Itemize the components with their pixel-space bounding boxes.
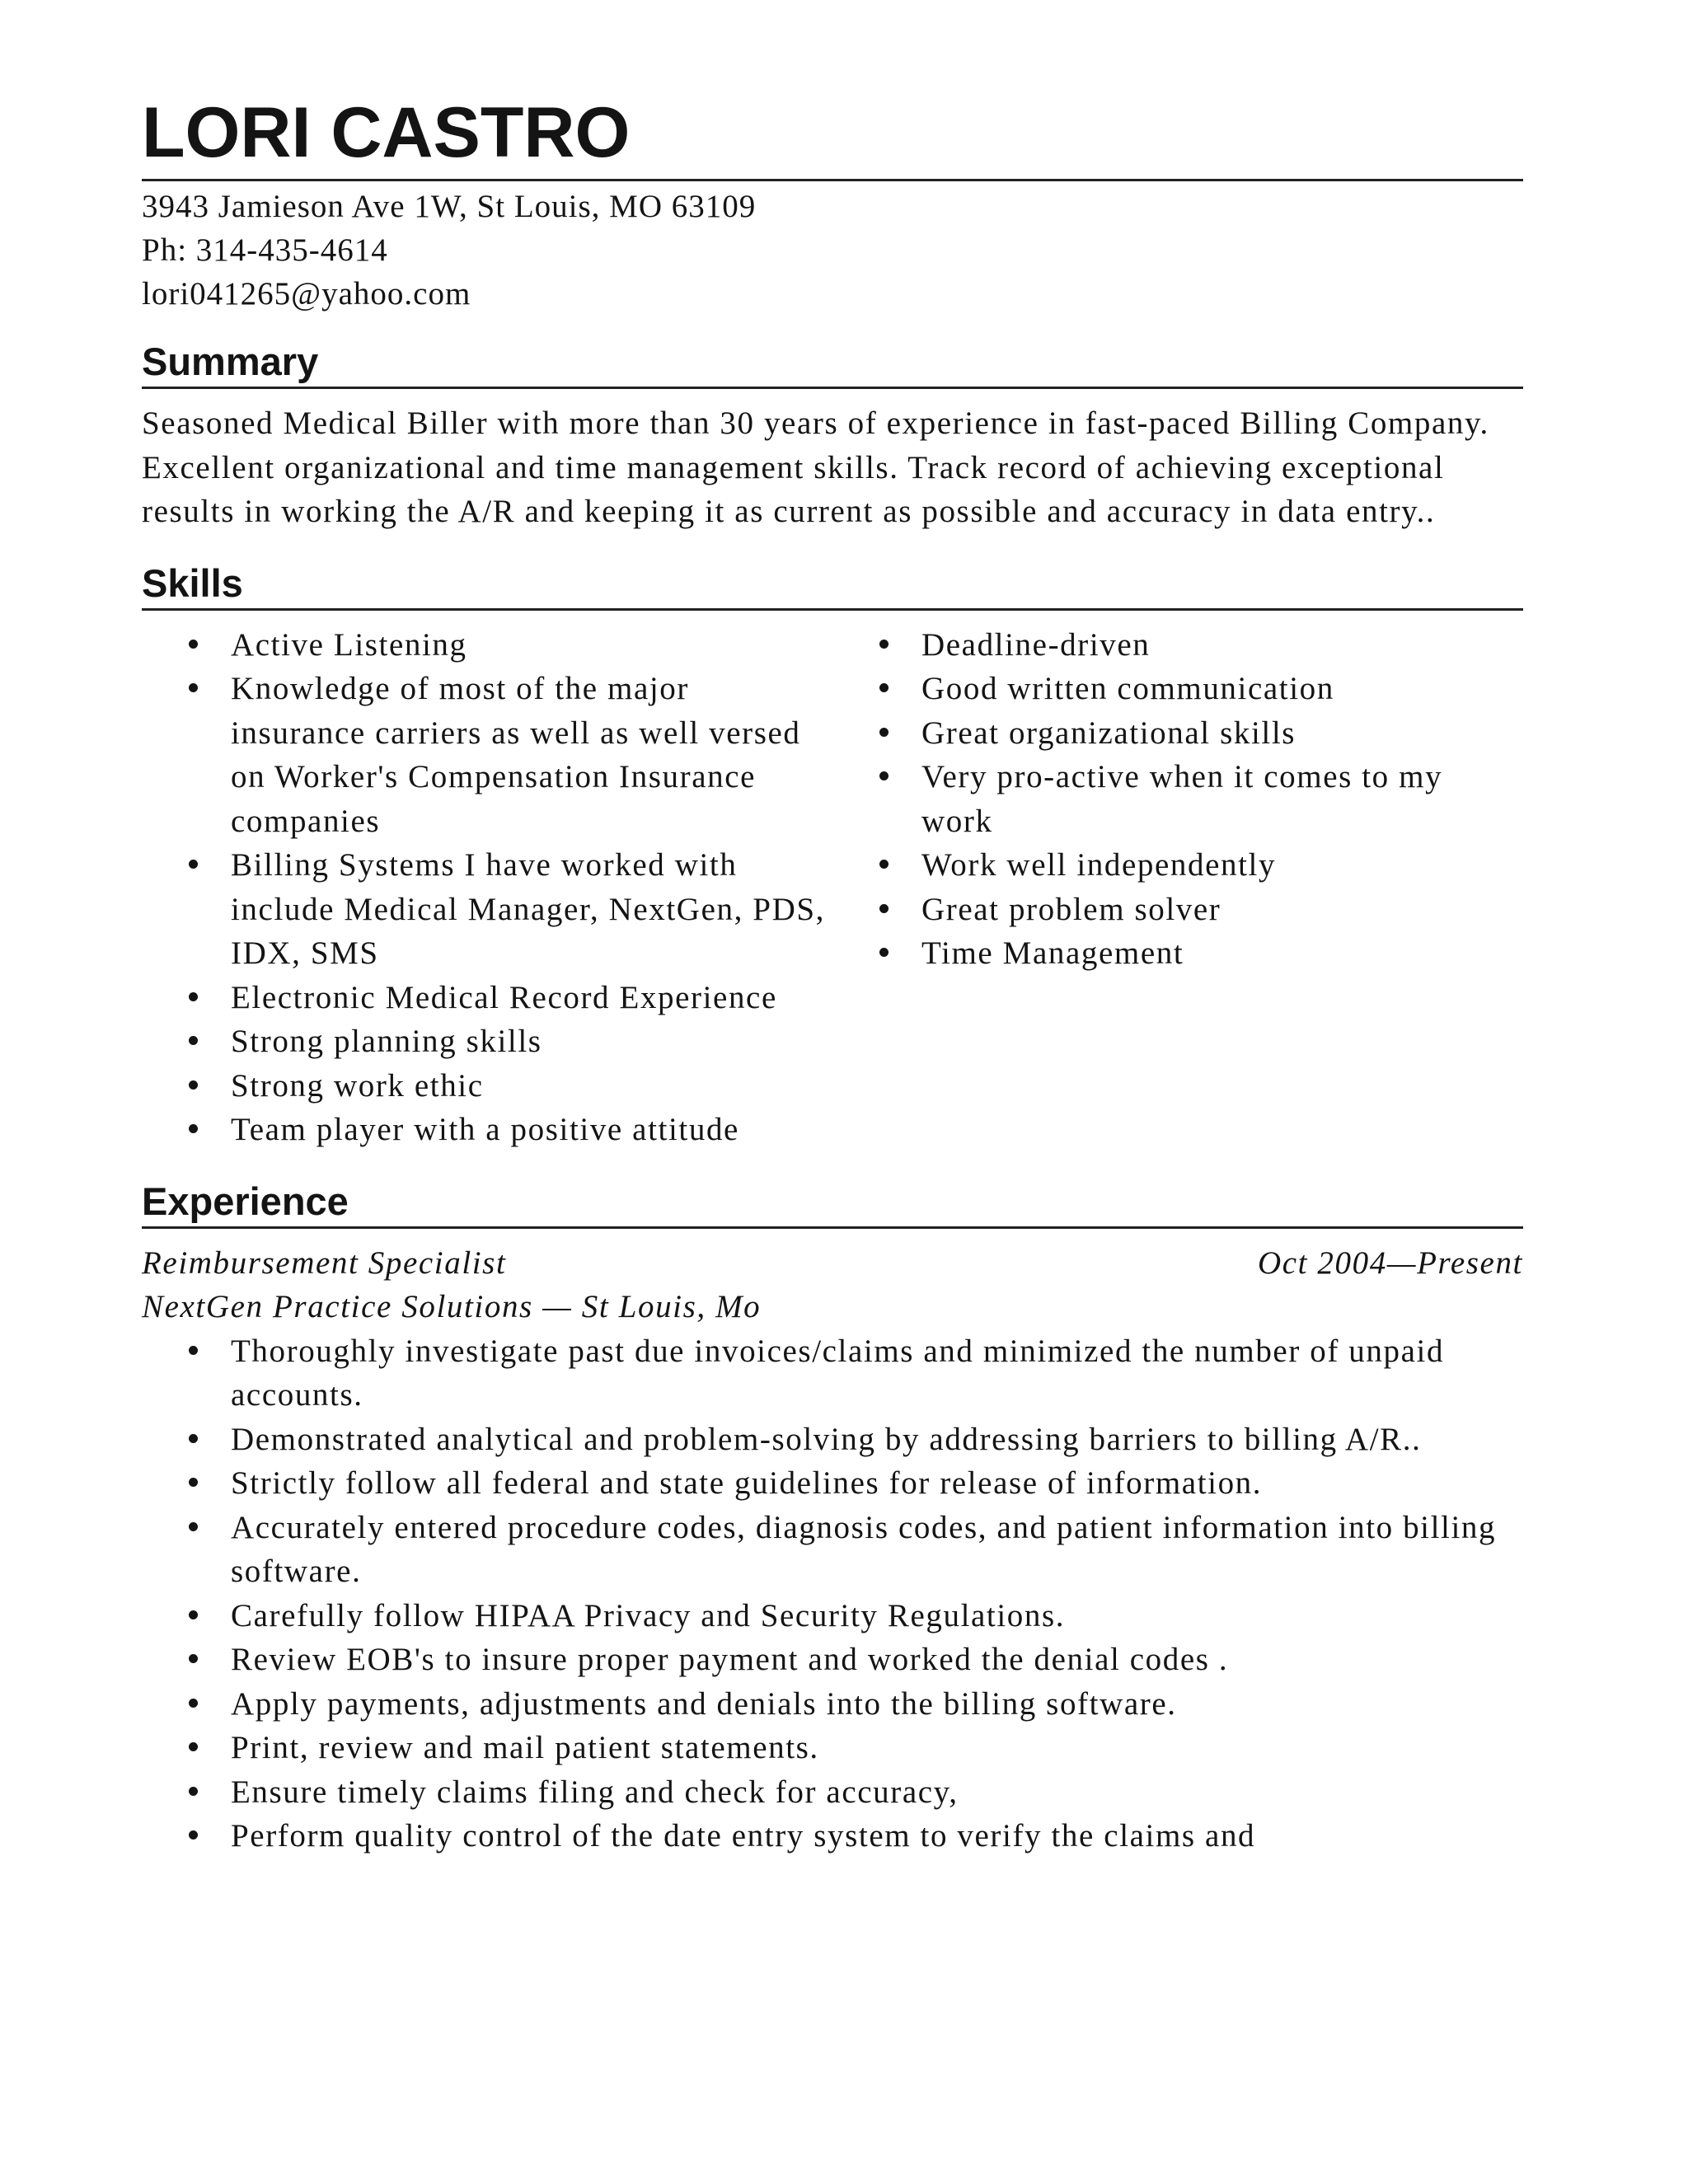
skill-item [832,843,1523,888]
skills-heading: Skills [142,560,243,605]
job-duty [142,1726,1523,1770]
job-duty [142,1329,1523,1418]
bullet-icon [189,992,198,1001]
bullet-icon [879,771,889,780]
job-duty-text: Demonstrated analytical and problem-solving by addressing barriers to billing A/R.. [231,1421,1422,1457]
resume-page [142,87,1523,1858]
candidate-name: LORI CASTRO [142,93,631,172]
skill-item [142,1064,832,1108]
skill-item [142,623,832,668]
job-duty-text: Carefully follow HIPAA Privacy and Security Regulations. [231,1597,1066,1633]
job-duty-text: Perform quality control of the date entry system to verify the claims and [231,1818,1256,1854]
bullet-icon [189,1478,198,1487]
address: 3943 Jamieson Ave 1W, St Louis, MO 63109 [142,189,757,224]
job-dates: Oct 2004—Present [1257,1244,1523,1281]
job-duty [142,1506,1523,1594]
skills-right-list [832,623,1523,976]
phone: Ph: 314-435-4614 [142,232,388,268]
skill-item-text: Team player with a positive attitude [231,1112,739,1147]
experience-divider [142,1226,1523,1229]
skill-item-text: Time Management [921,935,1184,971]
job-duty-text: Apply payments, adjustments and denials into the billing software. [231,1685,1177,1722]
job-duty [142,1638,1523,1682]
email: lori041265@yahoo.com [142,276,471,312]
bullet-icon [189,1434,198,1443]
bullet-icon [189,1610,198,1619]
skill-item [832,931,1523,976]
skills-left-column [142,623,832,1152]
job-duty [142,1418,1523,1462]
bullet-icon [189,1124,198,1133]
skill-item-text: Very pro-active when it comes to my work [921,759,1443,839]
skill-item [832,888,1523,932]
skill-item [832,711,1523,756]
skill-item-text: Electronic Medical Record Experience [231,979,777,1015]
job-duty [142,1594,1523,1638]
skills-section [142,559,1523,1152]
bullet-icon [189,860,198,869]
bullet-icon [879,728,889,737]
skill-item-text: Strong planning skills [231,1024,542,1059]
skill-item [142,1108,832,1152]
bullet-icon [189,1036,198,1045]
skill-item [142,843,832,976]
job-duty-text: Accurately entered procedure codes, diagnosis codes, and patient information into billing software. [231,1509,1497,1589]
skill-item [832,667,1523,711]
job-duty-text: Strictly follow all federal and state guidelines for release of information. [231,1465,1263,1501]
skill-item [832,623,1523,668]
skills-left-list [142,623,832,1152]
skill-item-text: Active Listening [231,626,467,663]
skill-item-text: Billing Systems I have worked with include Medical Manager, NextGen, PDS, IDX, SMS [231,847,825,971]
bullet-icon [189,1654,198,1663]
skills-divider [142,608,1523,611]
bullet-icon [879,860,889,869]
skill-item [142,1019,832,1064]
bullet-icon [189,640,198,649]
experience-heading: Experience [142,1179,349,1223]
skill-item-text: Deadline-driven [921,626,1151,663]
skills-right-column [832,623,1523,1152]
skill-item-text: Strong work ethic [231,1067,484,1104]
job-duty [142,1814,1523,1858]
bullet-icon [879,948,889,957]
skill-item-text: Work well independently [921,847,1277,883]
summary-section [142,337,1523,534]
bullet-icon [189,1699,198,1708]
skills-columns [142,623,1523,1152]
skill-item-text: Great organizational skills [921,715,1296,751]
contact-info [142,185,1523,316]
bullet-icon [189,1787,198,1796]
job-header [142,1241,1523,1286]
job-duty [142,1461,1523,1506]
summary-text: Seasoned Medical Biller with more than 30 years of experience in fast-paced Billing Company. Excellent organizational and time management skills. Track record of achieving exceptional results in working the A/R and keeping it as current as possible and accuracy in data entry.. [142,405,1489,529]
bullet-icon [189,1742,198,1751]
job-duty-text: Thoroughly investigate past due invoices/claims and minimized the number of unpaid accounts. [231,1333,1445,1413]
job-company: NextGen Practice Solutions — St Louis, Mo [142,1289,762,1324]
bullet-icon [189,683,198,692]
job-duty [142,1770,1523,1815]
name-divider [142,179,1523,181]
skill-item-text: Good written communication [921,671,1334,706]
job-duty-text: Review EOB's to insure proper payment and worked the denial codes . [231,1642,1229,1677]
skill-item [142,667,832,843]
skill-item [142,976,832,1020]
job-duty-text: Ensure timely claims filing and check for accuracy, [231,1774,959,1810]
bullet-icon [879,640,889,649]
skill-item-text: Knowledge of most of the major insurance carriers as well as well versed on Worker's Compensation Insurance companies [231,671,801,839]
bullet-icon [189,1830,198,1840]
summary-heading: Summary [142,340,319,383]
job-bullet-list [142,1329,1523,1858]
bullet-icon [189,1346,198,1355]
bullet-icon [189,1522,198,1531]
job-role: Reimbursement Specialist [142,1244,507,1281]
job-duty [142,1682,1523,1727]
skill-item-text: Great problem solver [921,891,1221,927]
experience-section [142,1177,1523,1858]
bullet-icon [879,683,889,692]
bullet-icon [189,1080,198,1090]
bullet-icon [879,904,889,913]
job-duty-text: Print, review and mail patient statements. [231,1730,819,1765]
summary-divider [142,387,1523,389]
skill-item [832,755,1523,843]
